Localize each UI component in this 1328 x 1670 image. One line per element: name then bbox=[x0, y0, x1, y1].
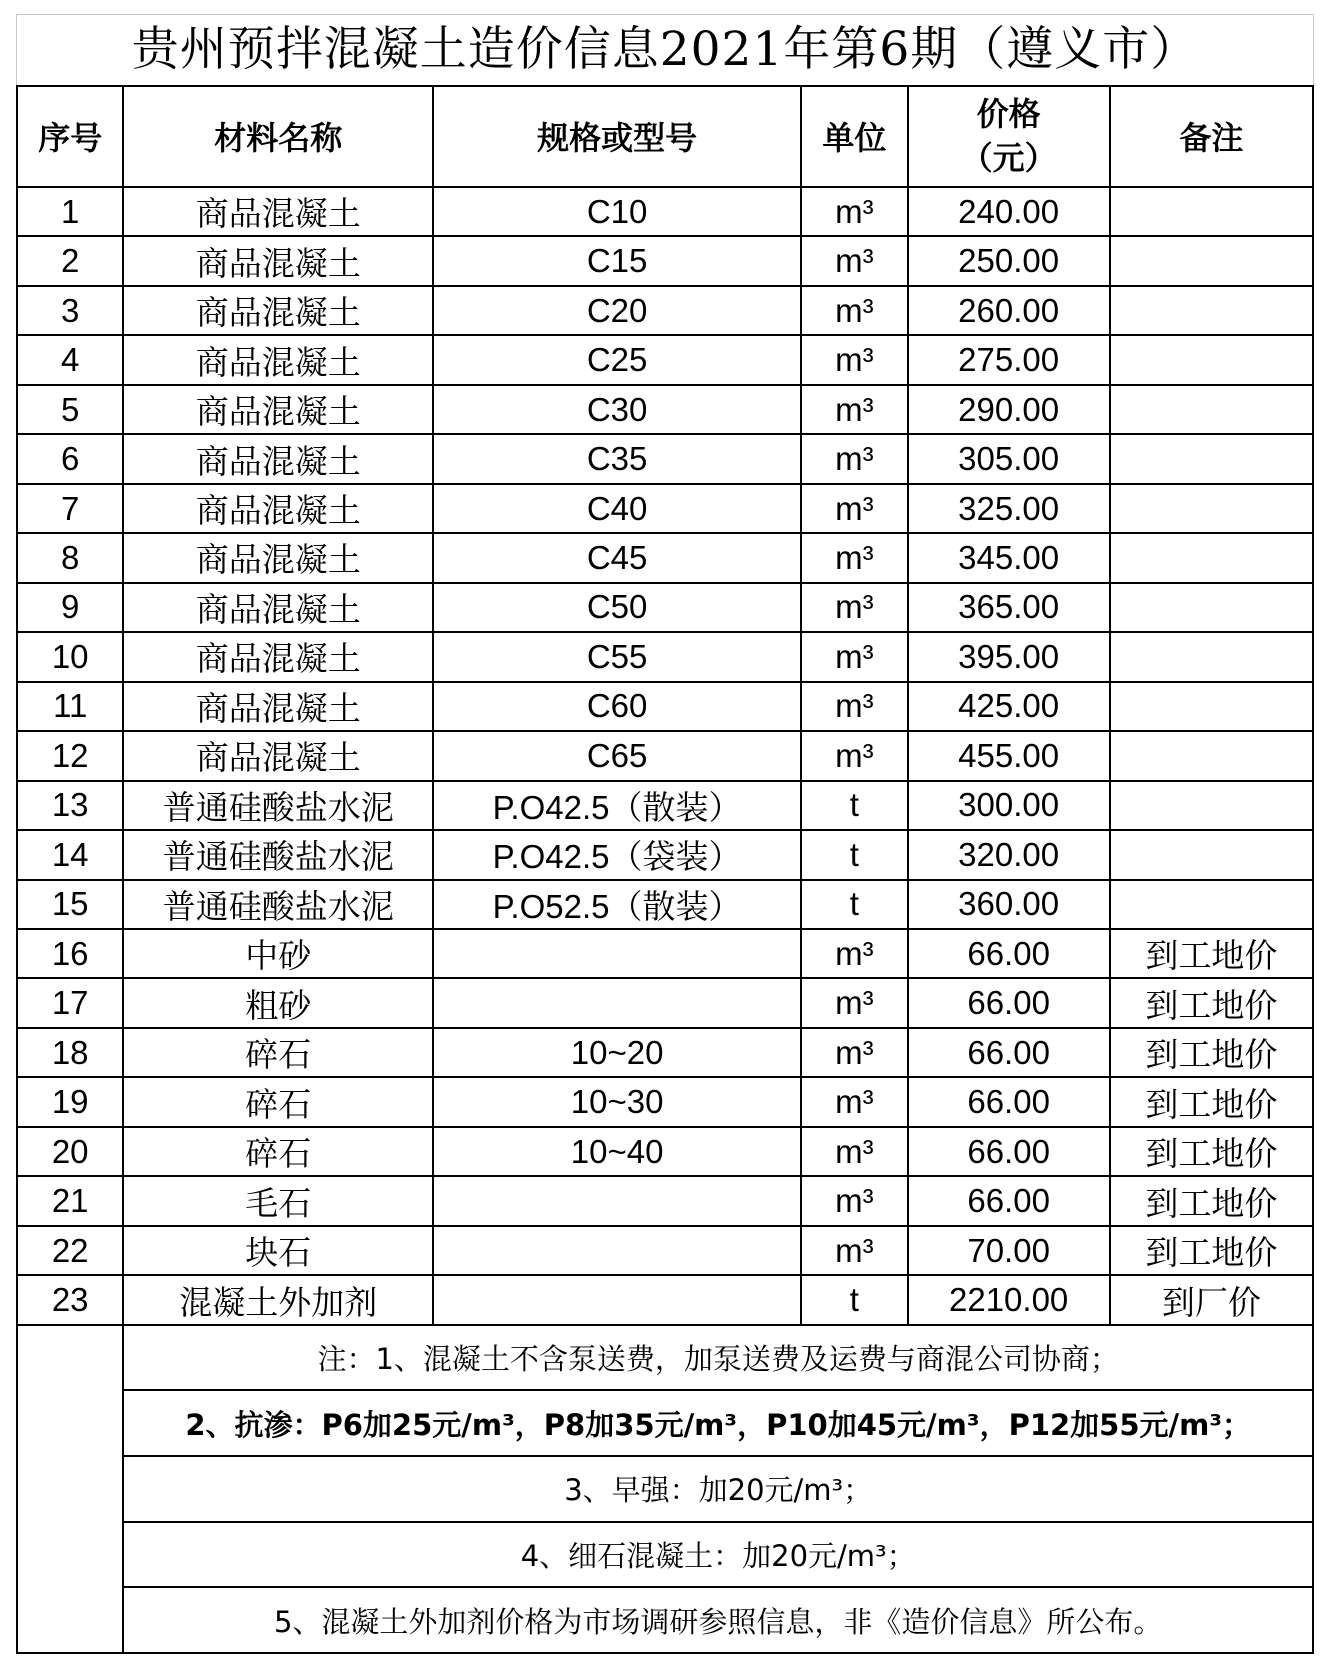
table-row bbox=[17, 830, 1313, 879]
note-text: 4、细石混凝土：加20元/m³； bbox=[123, 1522, 1313, 1588]
cell-unit: t bbox=[801, 781, 907, 830]
cell-spec: C30 bbox=[433, 385, 801, 434]
cell-price: 70.00 bbox=[908, 1226, 1110, 1275]
cell-remark bbox=[1110, 533, 1313, 582]
cell-spec: 10~40 bbox=[433, 1127, 801, 1176]
cell-price: 250.00 bbox=[908, 236, 1110, 285]
cell-remark bbox=[1110, 385, 1313, 434]
table-row bbox=[17, 286, 1313, 335]
cell-remark: 到工地价 bbox=[1110, 929, 1313, 978]
cell-remark: 到工地价 bbox=[1110, 1176, 1313, 1225]
cell-seq: 23 bbox=[17, 1275, 123, 1324]
note-text: 3、早强：加20元/m³； bbox=[123, 1456, 1313, 1522]
cell-seq: 21 bbox=[17, 1176, 123, 1225]
cell-unit: m³ bbox=[801, 236, 907, 285]
cell-unit: m³ bbox=[801, 682, 907, 731]
table-row bbox=[17, 978, 1313, 1027]
cell-price: 240.00 bbox=[908, 187, 1110, 236]
cell-remark: 到厂价 bbox=[1110, 1275, 1313, 1324]
header-row bbox=[17, 86, 1313, 187]
cell-seq: 13 bbox=[17, 781, 123, 830]
cell-remark bbox=[1110, 880, 1313, 929]
cell-seq: 4 bbox=[17, 335, 123, 384]
cell-remark bbox=[1110, 830, 1313, 879]
cell-unit: m³ bbox=[801, 286, 907, 335]
cell-seq: 6 bbox=[17, 434, 123, 483]
note-row bbox=[17, 1456, 1313, 1522]
cell-spec bbox=[433, 1226, 801, 1275]
cell-price: 66.00 bbox=[908, 1028, 1110, 1077]
cell-unit: m³ bbox=[801, 187, 907, 236]
cell-price: 2210.00 bbox=[908, 1275, 1110, 1324]
cell-name: 粗砂 bbox=[123, 978, 433, 1027]
table-row bbox=[17, 1176, 1313, 1225]
cell-spec: P.O42.5（散装） bbox=[433, 781, 801, 830]
notes-blank-cell bbox=[17, 1325, 123, 1653]
cell-remark bbox=[1110, 632, 1313, 681]
cell-seq: 7 bbox=[17, 484, 123, 533]
cell-name: 商品混凝土 bbox=[123, 632, 433, 681]
cell-seq: 10 bbox=[17, 632, 123, 681]
cell-spec bbox=[433, 1275, 801, 1324]
note-row bbox=[17, 1522, 1313, 1588]
cell-price: 66.00 bbox=[908, 1077, 1110, 1126]
cell-unit: m³ bbox=[801, 731, 907, 780]
cell-seq: 5 bbox=[17, 385, 123, 434]
table-row bbox=[17, 1127, 1313, 1176]
cell-name: 中砂 bbox=[123, 929, 433, 978]
header-price-line1: 价格 bbox=[976, 95, 1041, 134]
cell-spec: C10 bbox=[433, 187, 801, 236]
cell-spec: P.O42.5（袋装） bbox=[433, 830, 801, 879]
cell-price: 300.00 bbox=[908, 781, 1110, 830]
cell-seq: 1 bbox=[17, 187, 123, 236]
cell-remark bbox=[1110, 583, 1313, 632]
cell-remark bbox=[1110, 484, 1313, 533]
cell-price: 455.00 bbox=[908, 731, 1110, 780]
cell-spec: P.O52.5（散装） bbox=[433, 880, 801, 929]
table-row bbox=[17, 434, 1313, 483]
cell-spec: C20 bbox=[433, 286, 801, 335]
cell-unit: t bbox=[801, 880, 907, 929]
cell-unit: m³ bbox=[801, 632, 907, 681]
cell-name: 商品混凝土 bbox=[123, 236, 433, 285]
cell-name: 商品混凝土 bbox=[123, 731, 433, 780]
note-row bbox=[17, 1390, 1313, 1456]
cell-spec bbox=[433, 929, 801, 978]
cell-spec: C35 bbox=[433, 434, 801, 483]
table-row bbox=[17, 583, 1313, 632]
table-row bbox=[17, 484, 1313, 533]
cell-remark bbox=[1110, 731, 1313, 780]
cell-spec: C60 bbox=[433, 682, 801, 731]
header-price-line2: （元） bbox=[960, 139, 1057, 178]
header-remark: 备注 bbox=[1110, 86, 1313, 187]
cell-price: 66.00 bbox=[908, 978, 1110, 1027]
cell-unit: m³ bbox=[801, 434, 907, 483]
cell-unit: m³ bbox=[801, 1176, 907, 1225]
table-row bbox=[17, 682, 1313, 731]
cell-seq: 2 bbox=[17, 236, 123, 285]
cell-seq: 9 bbox=[17, 583, 123, 632]
cell-unit: m³ bbox=[801, 335, 907, 384]
cell-name: 商品混凝土 bbox=[123, 335, 433, 384]
cell-unit: m³ bbox=[801, 533, 907, 582]
cell-price: 425.00 bbox=[908, 682, 1110, 731]
note-text: 注：1、混凝土不含泵送费，加泵送费及运费与商混公司协商； bbox=[123, 1325, 1313, 1391]
cell-remark bbox=[1110, 286, 1313, 335]
note-row bbox=[17, 1587, 1313, 1653]
cell-name: 块石 bbox=[123, 1226, 433, 1275]
cell-remark bbox=[1110, 781, 1313, 830]
cell-price: 290.00 bbox=[908, 385, 1110, 434]
table-row bbox=[17, 187, 1313, 236]
table-row bbox=[17, 335, 1313, 384]
cell-spec bbox=[433, 1176, 801, 1225]
cell-name: 碎石 bbox=[123, 1077, 433, 1126]
cell-price: 260.00 bbox=[908, 286, 1110, 335]
table-row bbox=[17, 1077, 1313, 1126]
cell-name: 碎石 bbox=[123, 1028, 433, 1077]
cell-name: 商品混凝土 bbox=[123, 533, 433, 582]
cell-seq: 12 bbox=[17, 731, 123, 780]
cell-name: 商品混凝土 bbox=[123, 434, 433, 483]
note-text: 5、混凝土外加剂价格为市场调研参照信息，非《造价信息》所公布。 bbox=[123, 1587, 1313, 1653]
cell-seq: 18 bbox=[17, 1028, 123, 1077]
header-spec: 规格或型号 bbox=[433, 86, 801, 187]
cell-name: 普通硅酸盐水泥 bbox=[123, 781, 433, 830]
cell-name: 普通硅酸盐水泥 bbox=[123, 830, 433, 879]
cell-name: 商品混凝土 bbox=[123, 484, 433, 533]
table-row bbox=[17, 1028, 1313, 1077]
cell-spec: C65 bbox=[433, 731, 801, 780]
price-table bbox=[16, 85, 1314, 1654]
table-row bbox=[17, 1226, 1313, 1275]
note-row bbox=[17, 1325, 1313, 1391]
cell-name: 商品混凝土 bbox=[123, 682, 433, 731]
cell-remark: 到工地价 bbox=[1110, 1226, 1313, 1275]
cell-spec: 10~30 bbox=[433, 1077, 801, 1126]
table-row bbox=[17, 632, 1313, 681]
cell-unit: m³ bbox=[801, 385, 907, 434]
cell-unit: t bbox=[801, 830, 907, 879]
note-text: 2、抗渗：P6加25元/m³，P8加35元/m³，P10加45元/m³，P12加55元/m³； bbox=[123, 1390, 1313, 1456]
cell-unit: m³ bbox=[801, 484, 907, 533]
cell-seq: 16 bbox=[17, 929, 123, 978]
cell-remark: 到工地价 bbox=[1110, 1127, 1313, 1176]
header-price bbox=[908, 86, 1110, 187]
cell-seq: 17 bbox=[17, 978, 123, 1027]
cell-price: 66.00 bbox=[908, 1176, 1110, 1225]
cell-seq: 11 bbox=[17, 682, 123, 731]
table-row bbox=[17, 731, 1313, 780]
cell-unit: m³ bbox=[801, 1028, 907, 1077]
cell-spec: C40 bbox=[433, 484, 801, 533]
header-name: 材料名称 bbox=[123, 86, 433, 187]
cell-name: 商品混凝土 bbox=[123, 286, 433, 335]
cell-name: 混凝土外加剂 bbox=[123, 1275, 433, 1324]
table-row bbox=[17, 236, 1313, 285]
cell-name: 碎石 bbox=[123, 1127, 433, 1176]
cell-seq: 19 bbox=[17, 1077, 123, 1126]
cell-seq: 8 bbox=[17, 533, 123, 582]
cell-remark bbox=[1110, 335, 1313, 384]
table-row bbox=[17, 929, 1313, 978]
cell-unit: m³ bbox=[801, 978, 907, 1027]
cell-name: 普通硅酸盐水泥 bbox=[123, 880, 433, 929]
cell-remark: 到工地价 bbox=[1110, 1077, 1313, 1126]
header-unit: 单位 bbox=[801, 86, 907, 187]
cell-unit: t bbox=[801, 1275, 907, 1324]
table-row bbox=[17, 781, 1313, 830]
cell-remark bbox=[1110, 682, 1313, 731]
cell-price: 66.00 bbox=[908, 1127, 1110, 1176]
page-title: 贵州预拌混凝土造价信息2021年第6期（遵义市） bbox=[131, 22, 1199, 77]
cell-spec bbox=[433, 978, 801, 1027]
header-seq: 序号 bbox=[17, 86, 123, 187]
cell-seq: 14 bbox=[17, 830, 123, 879]
cell-remark bbox=[1110, 187, 1313, 236]
cell-price: 305.00 bbox=[908, 434, 1110, 483]
cell-price: 66.00 bbox=[908, 929, 1110, 978]
cell-spec: C25 bbox=[433, 335, 801, 384]
cell-unit: m³ bbox=[801, 1127, 907, 1176]
cell-unit: m³ bbox=[801, 1226, 907, 1275]
cell-name: 商品混凝土 bbox=[123, 583, 433, 632]
cell-seq: 3 bbox=[17, 286, 123, 335]
cell-seq: 20 bbox=[17, 1127, 123, 1176]
cell-seq: 15 bbox=[17, 880, 123, 929]
cell-remark bbox=[1110, 434, 1313, 483]
cell-remark: 到工地价 bbox=[1110, 978, 1313, 1027]
cell-price: 365.00 bbox=[908, 583, 1110, 632]
cell-name: 商品混凝土 bbox=[123, 187, 433, 236]
cell-price: 345.00 bbox=[908, 533, 1110, 582]
cell-seq: 22 bbox=[17, 1226, 123, 1275]
table-row bbox=[17, 1275, 1313, 1324]
cell-unit: m³ bbox=[801, 583, 907, 632]
cell-price: 325.00 bbox=[908, 484, 1110, 533]
cell-name: 商品混凝土 bbox=[123, 385, 433, 434]
cell-price: 395.00 bbox=[908, 632, 1110, 681]
cell-spec: C50 bbox=[433, 583, 801, 632]
cell-spec: 10~20 bbox=[433, 1028, 801, 1077]
cell-spec: C45 bbox=[433, 533, 801, 582]
cell-remark bbox=[1110, 236, 1313, 285]
table-row bbox=[17, 880, 1313, 929]
cell-price: 275.00 bbox=[908, 335, 1110, 384]
table-row bbox=[17, 533, 1313, 582]
cell-price: 320.00 bbox=[908, 830, 1110, 879]
cell-spec: C55 bbox=[433, 632, 801, 681]
table-row bbox=[17, 385, 1313, 434]
cell-remark: 到工地价 bbox=[1110, 1028, 1313, 1077]
cell-price: 360.00 bbox=[908, 880, 1110, 929]
cell-unit: m³ bbox=[801, 929, 907, 978]
cell-unit: m³ bbox=[801, 1077, 907, 1126]
cell-spec: C15 bbox=[433, 236, 801, 285]
cell-name: 毛石 bbox=[123, 1176, 433, 1225]
